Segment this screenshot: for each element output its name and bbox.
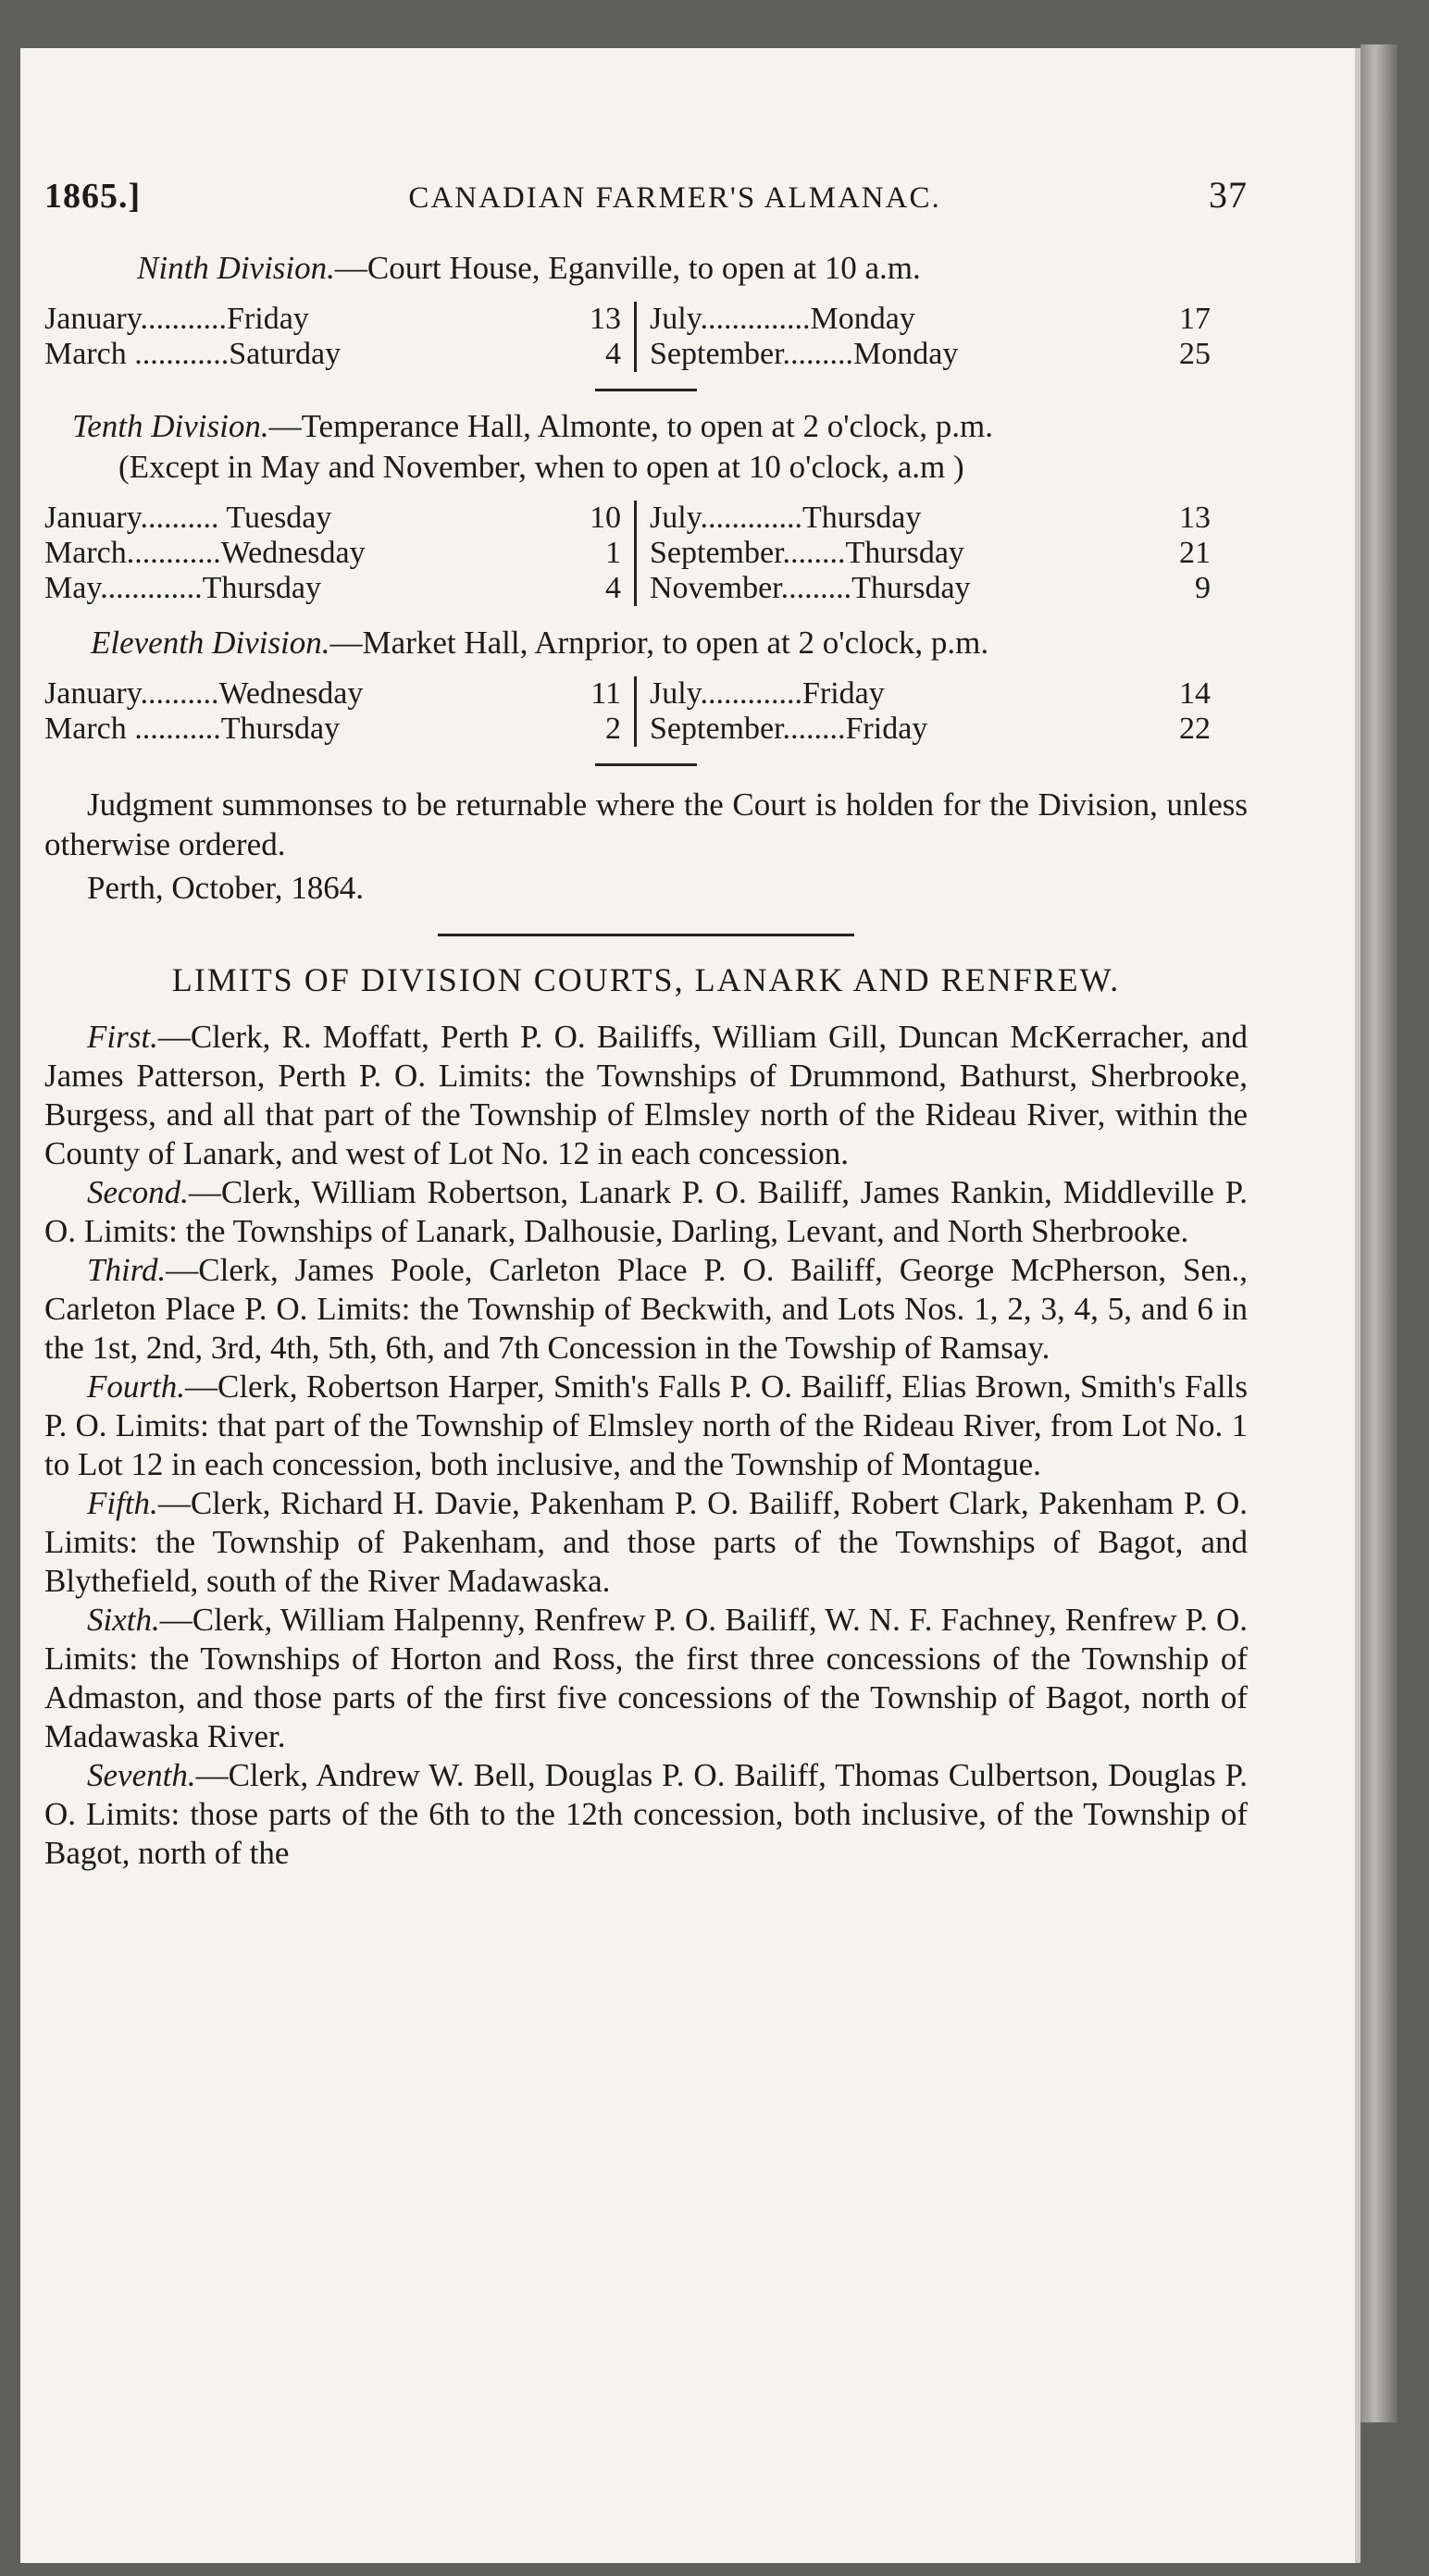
schedule-row: September.........Monday 25 — [650, 337, 1211, 371]
eleventh-division-heading — [91, 623, 1248, 663]
header-title: CANADIAN FARMER'S ALMANAC. — [408, 181, 941, 215]
division-entry-fifth — [44, 1484, 1248, 1601]
page-number: 37 — [1209, 174, 1248, 216]
entry-text: —Clerk, James Poole, Carleton Place P. O. Bailiff, George McPherson, Sen., Carleton Place P. O. Limits: the Township of Beckwith, and Lots Nos. 1, 2, 3, 4, 5, and 6 in the 1st, 2nd, 3rd, 4th, 5th, 6th, and 7th Concession in the Towship of Ramsay. — [44, 1252, 1248, 1366]
entry-label: Third. — [87, 1252, 167, 1288]
book-page — [20, 48, 1361, 2563]
entry-label: Seventh. — [87, 1757, 196, 1793]
schedule-left-column — [44, 676, 637, 747]
schedule-row: January..........Wednesday 11 — [44, 676, 621, 711]
tenth-division-heading — [72, 406, 1248, 447]
schedule-row: July..............Monday 17 — [650, 302, 1211, 336]
entry-text: —Clerk, Andrew W. Bell, Douglas P. O. Bailiff, Thomas Culbertson, Douglas P. O. Limits: those parts of the 6th to the 12th concession, both inclusive, of the Township of Bagot, north of the — [44, 1757, 1248, 1871]
ninth-division-place: —Court House, Eganville, to open at 10 a.m. — [334, 250, 921, 286]
schedule-row: March ............Saturday 4 — [44, 337, 621, 371]
ninth-division-name: Ninth Division. — [137, 250, 335, 286]
page-text — [44, 173, 1248, 1873]
limits-section-title: LIMITS OF DIVISION COURTS, LANARK AND RENFREW. — [171, 961, 1121, 998]
entry-text: —Clerk, R. Moffatt, Perth P. O. Bailiffs, William Gill, Duncan McKerracher, and James Patterson, Perth P. O. Limits: the Townships of Drummond, Bathurst, Sherbrooke, Burgess, and all that part of the Township of Elmsley north of the Rideau River, within the County of Lanark, and west of Lot No. 12 in each concession. — [44, 1019, 1248, 1171]
ninth-division-schedule — [44, 302, 1248, 372]
header-year: 1865.] — [44, 177, 142, 216]
signoff-line: Perth, October, 1864. — [87, 870, 364, 906]
tenth-division-name: Tenth Division. — [72, 408, 269, 444]
schedule-right-column — [637, 676, 1211, 747]
division-entry-third — [44, 1251, 1248, 1368]
eleventh-division-name: Eleventh Division. — [91, 625, 330, 661]
entry-text: —Clerk, William Halpenny, Renfrew P. O. Bailiff, W. N. F. Fachney, Renfrew P. O. Limits: the Townships of Horton and Ross, the first three concessions of the Township of Admaston, and those parts of the first five concessions of the Township of Bagot, north of Madawaska River. — [44, 1602, 1248, 1754]
entry-label: Fourth. — [87, 1368, 185, 1405]
schedule-left-column — [44, 302, 637, 372]
division-entry-sixth — [44, 1601, 1248, 1756]
schedule-row: November.........Thursday 9 — [650, 571, 1211, 605]
schedule-row: January...........Friday 13 — [44, 302, 621, 336]
schedule-row: March ...........Thursday 2 — [44, 712, 621, 746]
schedule-row: May.............Thursday 4 — [44, 571, 621, 605]
section-divider-rule — [438, 934, 854, 936]
running-header — [44, 173, 1248, 217]
schedule-row: March............Wednesday 1 — [44, 536, 621, 570]
tenth-division-note: (Except in May and November, when to open at 10 o'clock, a.m ) — [118, 449, 964, 485]
division-entry-second — [44, 1173, 1248, 1251]
divider-rule — [595, 763, 697, 766]
division-entry-first — [44, 1018, 1248, 1173]
schedule-row: September........Thursday 21 — [650, 536, 1211, 570]
schedule-right-column — [637, 501, 1211, 606]
schedule-right-column — [637, 302, 1211, 372]
eleventh-division-schedule — [44, 676, 1248, 747]
entry-text: —Clerk, Robertson Harper, Smith's Falls P. O. Bailiff, Elias Brown, Smith's Falls P. O. Limits: that part of the Township of Elmsley north of the Rideau River, from Lot No. 1 to Lot 12 in each concession, both inclusive, and the Township of Montague. — [44, 1368, 1248, 1482]
eleventh-division-place: —Market Hall, Arnprior, to open at 2 o'clock, p.m. — [329, 625, 989, 661]
entry-text: —Clerk, William Robertson, Lanark P. O. Bailiff, James Rankin, Middleville P. O. Limits: the Townships of Lanark, Dalhousie, Darling, Levant, and North Sherbrooke. — [44, 1174, 1248, 1249]
judgment-paragraph: Judgment summonses to be returnable where the Court is holden for the Division, unless otherwise ordered. — [44, 786, 1248, 862]
division-entry-fourth — [44, 1368, 1248, 1484]
entry-label: First. — [87, 1019, 158, 1055]
page-edge — [1361, 44, 1398, 2422]
entry-label: Fifth. — [87, 1485, 158, 1521]
entry-label: Second. — [87, 1174, 189, 1210]
schedule-row: September........Friday 22 — [650, 712, 1211, 746]
entry-label: Sixth. — [87, 1602, 160, 1638]
division-entry-seventh — [44, 1756, 1248, 1873]
tenth-division-place: —Temperance Hall, Almonte, to open at 2 o'clock, p.m. — [268, 408, 994, 444]
schedule-row: July.............Friday 14 — [650, 676, 1211, 711]
schedule-row: July.............Thursday 13 — [650, 501, 1211, 535]
tenth-division-schedule — [44, 501, 1248, 606]
divider-rule — [595, 389, 697, 391]
ninth-division-heading — [137, 248, 1248, 289]
schedule-left-column — [44, 501, 637, 606]
entry-text: —Clerk, Richard H. Davie, Pakenham P. O. Bailiff, Robert Clark, Pakenham P. O. Limits: the Township of Pakenham, and those parts of the Townships of Bagot, and Blythefield, south of the River Madawaska. — [44, 1485, 1248, 1599]
schedule-row: January.......... Tuesday 10 — [44, 501, 621, 535]
